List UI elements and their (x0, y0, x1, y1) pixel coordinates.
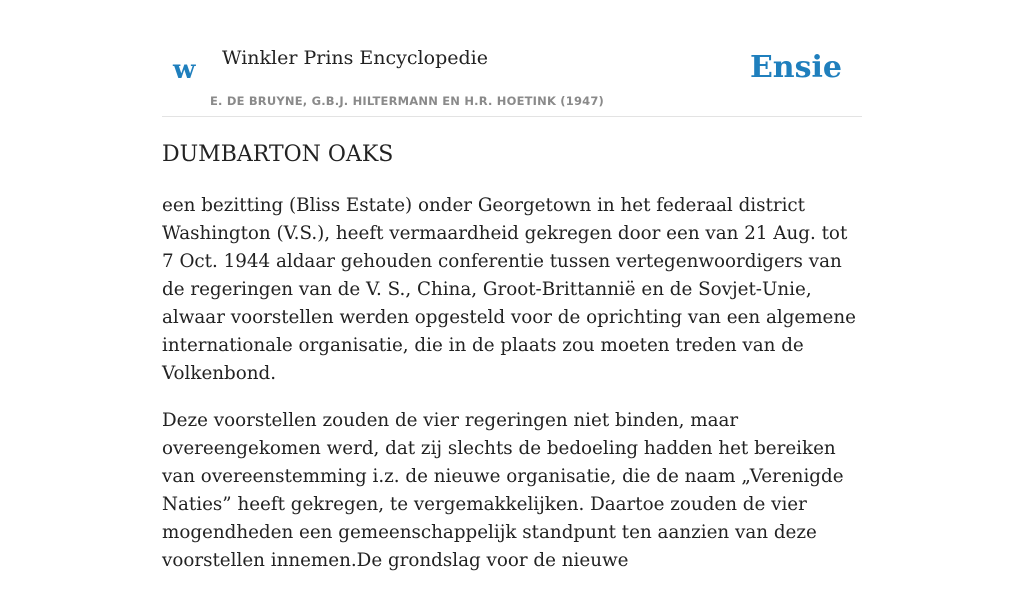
entry-paragraph: een bezitting (Bliss Estate) onder Georgetown in het federaal district Washington (V.S.), heeft vermaardheid gekregen door een van 21 Aug. tot 7 Oct. 1944 aldaar gehouden conferentie tussen vertegenwoordigers van de regeringen van de V. S., China, Groot-Brittannië en de Sovjet-Unie, alwaar voorstellen werden opgesteld voor de oprichting van een algemene internationale organisatie, die in de plaats zou moeten treden van de Volkenbond. (162, 195, 856, 384)
entry-paragraph: Deze voorstellen zouden de vier regeringen niet binden, maar overeengekomen werd, dat zij slechts de bedoeling hadden het bereiken van overeenstemming i.z. de nieuwe organisatie, die de naam „Verenigde Naties” heeft gekregen, te vergemakkelijken. Daartoe zouden de vier mogendheden een gemeenschappelijk standpunt ten aanzien van deze voorstellen innemen.De grondslag voor de nieuwe (162, 410, 844, 571)
site-header (162, 40, 862, 117)
ensie-logo[interactable]: Ensie (749, 50, 842, 85)
encyclopedia-title[interactable]: Winkler Prins Encyclopedie (222, 47, 488, 69)
encyclopedia-authors: E. DE BRUYNE, G.B.J. HILTERMANN EN H.R. HOETINK (1947) (210, 94, 605, 108)
entry-title: DUMBARTON OAKS (162, 142, 394, 167)
entry-body (162, 192, 862, 594)
winkler-prins-logo[interactable]: w (173, 55, 196, 85)
